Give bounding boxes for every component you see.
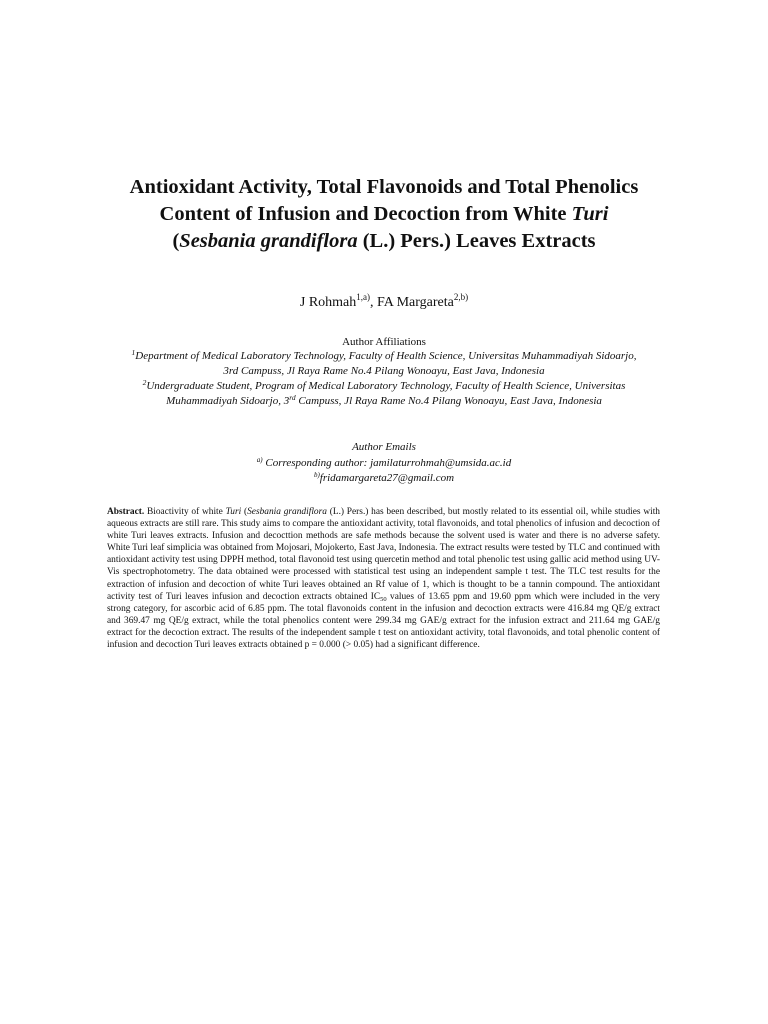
email-2-superscript: b) bbox=[313, 471, 320, 479]
author-2-superscript: 2,b) bbox=[453, 292, 469, 302]
title-line-2-text: Content of Infusion and Decoction from White bbox=[159, 203, 572, 225]
author-1-superscript: 1,a) bbox=[356, 292, 371, 302]
abstract-paragraph bbox=[107, 506, 660, 651]
affiliation-1 bbox=[60, 349, 708, 378]
email-1-superscript: a) bbox=[256, 456, 263, 464]
affiliation-2-ordinal-superscript: rd bbox=[289, 392, 296, 402]
author-2-name: FA Margareta bbox=[377, 295, 454, 310]
affiliations-heading: Author Affiliations bbox=[342, 336, 426, 348]
abstract-ic50-subscript: 50 bbox=[380, 595, 387, 603]
affiliation-2-text-2a: Muhammadiyah Sidoarjo, 3 bbox=[166, 394, 290, 407]
author-list bbox=[0, 293, 768, 313]
abstract-text-3: (L.) Pers.) has been described, but mostly related to its essential oil, while studies with aqueous extracts are still rare. This study aims to compare the antioxidant activity, total flavonoids, and total phenolics of infusion and decoction of white Turi leaves extracts. Infusion and decocttion methods are safe methods because the solvent used is water and there is no adverse safety. White Turi leaf simplicia was obtained from Mojosari, Mojokerto, East Java, Indonesia. The extract results were tested by TLC and continued with antioxidant activity test using DPPH method, total flavonoid test using quercetin method and total phenolic test using gallic acid method using UV-Vis spectrophotometry. The data obtained were processed with statistical test using an independent sample t test. The TLC test results for the extraction of infusion and decoction of white Turi leaves obtained an Rf value of 1, which is thought to be a tannin compound. The antioxidant activity test of Turi leaves infusion and decoction extracts obtained IC bbox=[107, 507, 660, 602]
affiliation-2-text-2b: Campuss, Jl Raya Rame No.4 Pilang Wonoayu, East Java, Indonesia bbox=[295, 394, 602, 407]
title-line-1: Antioxidant Activity, Total Flavonoids and Total Phenolics bbox=[129, 176, 639, 198]
abstract-text-1: Bioactivity of white bbox=[144, 507, 226, 517]
author-separator: , bbox=[370, 295, 378, 310]
abstract-turi-italic: Turi bbox=[225, 507, 242, 517]
affiliation-2-superscript: 2 bbox=[142, 378, 147, 387]
author-1-name: J Rohmah bbox=[299, 295, 357, 310]
title-line-3-text: (L.) Pers.) Leaves Extracts bbox=[357, 230, 596, 252]
affiliation-2-text-1: Undergraduate Student, Program of Medical Laboratory Technology, Faculty of Health Science, Universitas bbox=[146, 380, 626, 392]
affiliation-2-line-2 bbox=[60, 394, 708, 409]
email-2 bbox=[0, 471, 768, 485]
affiliation-1-text-1: Department of Medical Laboratory Technology, Faculty of Health Science, Universitas Muhammadiyah Sidoarjo, bbox=[135, 350, 637, 362]
title-line-3 bbox=[40, 228, 728, 255]
title-open-paren: ( bbox=[172, 230, 180, 252]
title-line-2 bbox=[40, 201, 728, 228]
emails-heading: Author Emails bbox=[352, 441, 416, 453]
affiliation-1-line-2: 3rd Campuss, Jl Raya Rame No.4 Pilang Wonoayu, East Java, Indonesia bbox=[223, 364, 545, 377]
affiliation-2-line-1 bbox=[60, 379, 708, 394]
email-1 bbox=[0, 456, 768, 470]
title-turi-italic: Turi bbox=[571, 203, 609, 225]
paper-title bbox=[40, 174, 728, 255]
abstract-label: Abstract. bbox=[107, 507, 145, 517]
email-1-text: Corresponding author: jamilaturrohmah@umsida.ac.id bbox=[262, 457, 512, 469]
affiliation-1-superscript: 1 bbox=[131, 348, 136, 357]
abstract-species-italic: Sesbania grandiflora bbox=[247, 507, 327, 517]
affiliation-2 bbox=[60, 379, 708, 408]
abstract-text-2: ( bbox=[241, 507, 248, 517]
affiliation-1-line-1 bbox=[60, 349, 708, 364]
email-2-text: fridamargareta27@gmail.com bbox=[319, 472, 455, 484]
title-species-italic: Sesbania grandiflora bbox=[179, 230, 358, 252]
abstract-text-4: values of 13.65 ppm and 19.60 ppm which were included in the very strong category, for ascorbic acid of 6.85 ppm. The total flavonoids content in the infusion and decoction extracts were 416.84 mg QE/g extract and 369.47 mg QE/g extract, while the total phenolics content were 299.34 mg GAE/g extract for the infusion extract and 211.64 mg GAE/g extract for the decoction extract. The results of the independent sample t test on antioxidant activity, total flavonoids, and total phenolic content of infusion and decoction Turi leaves extracts obtained p = 0.000 (> 0.05) had a significant difference. bbox=[107, 591, 660, 651]
